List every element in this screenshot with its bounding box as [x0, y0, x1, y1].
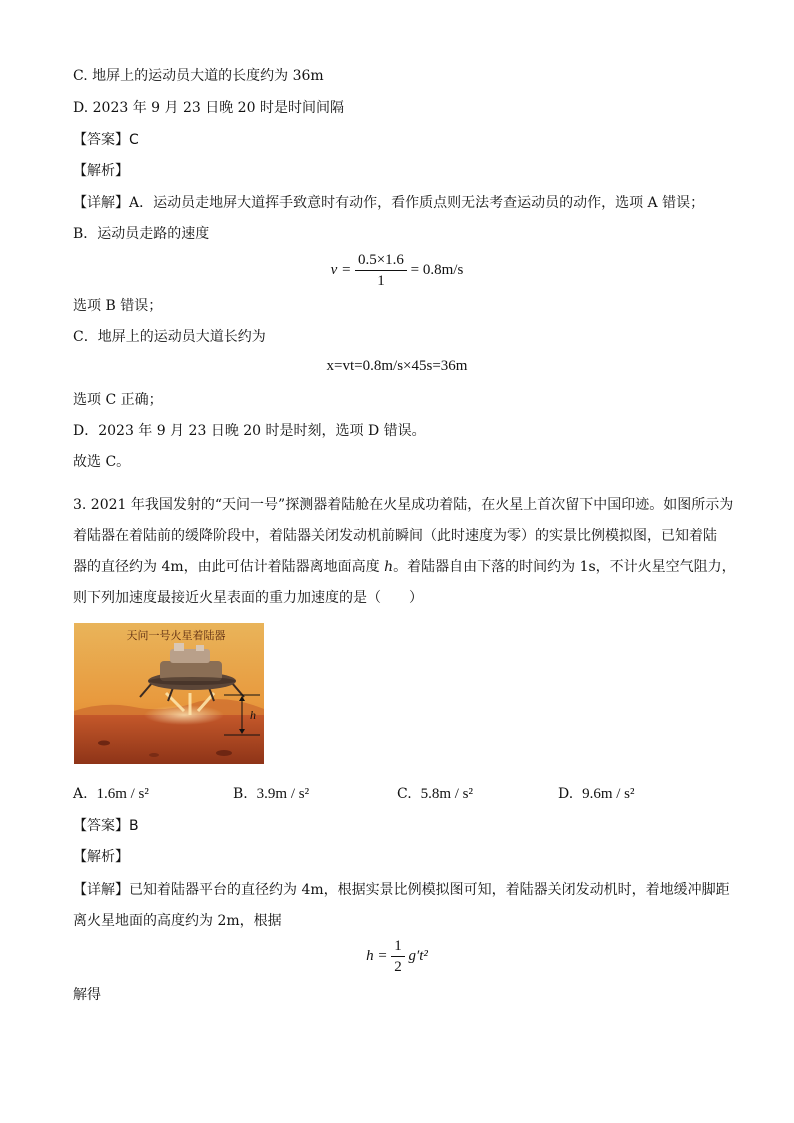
eq3-lhs: h = [366, 947, 388, 964]
analysis-label-2: 【解析】 [73, 849, 129, 865]
option-a-value: 1.6m / s² [96, 786, 149, 802]
question-3-line-3 [73, 557, 736, 577]
answer-options [73, 786, 723, 806]
option-c-value: 5.8m / s² [420, 786, 473, 802]
analysis-label: 【解析】 [73, 163, 129, 179]
question-3-line-2: 着陆器在着陆前的缓降阶段中，着陆器关闭发动机前瞬间（此时速度为零）的实景比例模拟图，已知着陆 [73, 528, 717, 544]
detail-a: 【详解】A．运动员走地屏大道挥手致意时有动作，看作质点则无法考查运动员的动作，选项 A 错误； [73, 195, 705, 211]
option-c[interactable] [397, 786, 473, 803]
eq3-fraction [391, 936, 405, 977]
detail-c: C．地屏上的运动员大道长约为 [73, 329, 266, 345]
option-d[interactable] [558, 786, 635, 803]
eq1-numerator: 0.5×1.6 [355, 250, 407, 271]
q3-text-b: 。着陆器自由下落的时间约为 1s，不计火星空气阻力， [393, 559, 736, 575]
dust-cloud [144, 705, 224, 725]
answer-label: 【答案】C [73, 132, 139, 148]
detail-b-wrong: 选项 B 错误； [73, 298, 163, 314]
equation-free-fall [0, 936, 794, 977]
answer-label-2: 【答案】B [73, 818, 139, 834]
eq3-numerator: 1 [391, 936, 405, 957]
question-3-line-1: 3. 2021 年我国发射的“天问一号”探测器着陆舱在火星成功着陆，在火星上首次留下中国印迹。如图所示为 [73, 497, 734, 513]
eq3-denominator: 2 [394, 959, 402, 975]
eq3-rhs: g′t² [408, 947, 428, 964]
option-b-label: B. [233, 786, 248, 802]
detail-2-line-1: 【详解】已知着陆器平台的直径约为 4m，根据实景比例模拟图可知，着陆器关闭发动机时，着地缓冲脚距 [73, 882, 730, 898]
eq1-fraction [355, 250, 407, 291]
equation-distance: x=vt=0.8m/s×45s=36m [326, 358, 468, 374]
h-label: h [250, 708, 256, 722]
detail-c-right: 选项 C 正确； [73, 392, 163, 408]
option-c-label: C. [397, 786, 412, 802]
option-a-label: A. [73, 786, 88, 802]
option-d-value: 9.6m / s² [582, 786, 635, 802]
solve-label: 解得 [73, 987, 101, 1003]
option-d-label: D. [558, 786, 574, 802]
eq1-rhs: = 0.8m/s [410, 261, 464, 278]
detail-2-line-2: 离火星地面的高度约为 2m，根据 [73, 913, 282, 929]
choose-c: 故选 C。 [73, 454, 131, 470]
q3-var-h: h [384, 559, 394, 575]
option-b[interactable] [233, 786, 309, 803]
lander-figure [74, 623, 264, 764]
option-a[interactable] [73, 786, 149, 803]
option-b-value: 3.9m / s² [256, 786, 310, 802]
figure-caption: 天问一号火星着陆器 [126, 629, 226, 642]
option-c-text: C. 地屏上的运动员大道的长度约为 36m [73, 68, 324, 84]
question-3-line-4: 则下列加速度最接近火星表面的重力加速度的是（ ） [73, 590, 423, 606]
equation-velocity [0, 250, 794, 291]
eq1-denominator: 1 [377, 273, 385, 289]
q3-text-a: 器的直径约为 4m，由此可估计着陆器离地面高度 [73, 559, 385, 575]
option-d-text: D. 2023 年 9 月 23 日晚 20 时是时间间隔 [73, 100, 344, 116]
detail-b: B．运动员走路的速度 [73, 226, 210, 242]
eq1-lhs: v = [330, 261, 352, 278]
detail-d: D．2023 年 9 月 23 日晚 20 时是时刻，选项 D 错误。 [73, 423, 426, 439]
